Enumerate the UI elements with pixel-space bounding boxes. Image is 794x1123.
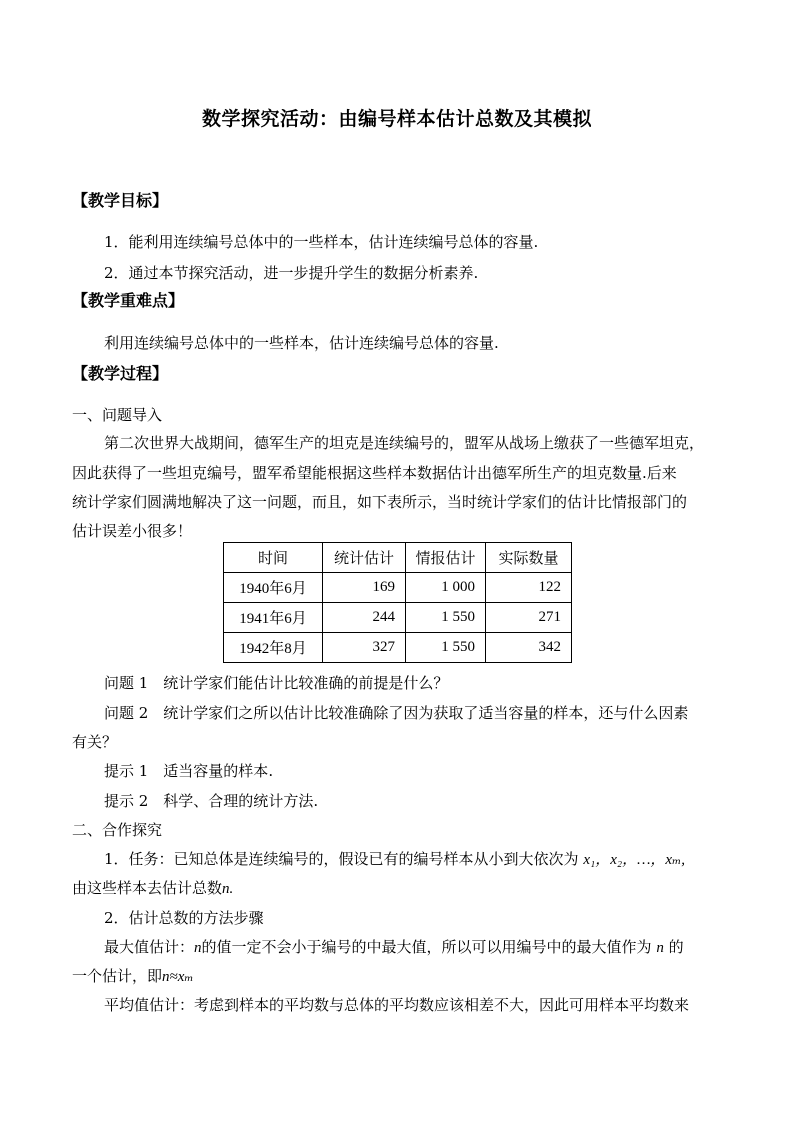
max-estimate-text-2: 一个估计，即 [72,967,163,985]
table-cell: 1941年6月 [224,603,323,633]
table-cell: 1 000 [406,573,486,603]
process-heading: 【教学过程】 [72,364,169,383]
table-row [224,573,572,603]
hint-2: 提示 2 科学、合理的统计方法. [104,792,319,810]
variable-n: n [194,940,202,956]
table-cell: 1 550 [406,603,486,633]
table-row [224,633,572,663]
max-estimate-text: 的值一定不会小于编号的中最大值，所以可以用编号中的最大值作为 [201,938,652,956]
table-cell: 1 550 [406,633,486,663]
table-cell: 169 [323,573,406,603]
table-header-cell: 统计估计 [323,543,406,573]
table-header-row [224,543,572,573]
table-cell: 244 [323,603,406,633]
task-line-1 [104,849,685,870]
intro-paragraph-line-2: 因此获得了一些坦克编号，盟军希望能根据这些样本数据估计出德军所生产的坦克数量.后来 [72,464,677,482]
page-title: 数学探究活动：由编号样本估计总数及其模拟 [201,108,592,130]
goals-heading: 【教学目标】 [72,191,169,210]
variable-n: n. [222,881,234,897]
key-points-heading: 【教学重难点】 [72,291,185,310]
key-points-text: 利用连续编号总体中的一些样本，估计连续编号总体的容量. [104,334,499,352]
question-1: 问题 1 统计学家们能估计比较准确的前提是什么？ [104,674,449,692]
table-header-cell: 时间 [224,543,323,573]
task-text-2: 由这些样本去估计总数 [72,879,223,897]
table-cell: 1940年6月 [224,573,323,603]
table-row [224,603,572,633]
table-header-cell: 实际数量 [486,543,572,573]
task-text: 1．任务：已知总体是连续编号的，假设已有的编号样本从小到大依次为 [104,850,579,868]
table-cell: 122 [486,573,572,603]
intro-paragraph-line-4: 估计误差小很多！ [72,522,193,540]
task-line-2 [72,878,233,899]
max-estimate-text-end: 的 [668,938,684,956]
intro-paragraph-line-3: 统计学家们圆满地解决了这一问题，而且，如下表所示，当时统计学家们的估计比情报部门的 [72,493,688,511]
table-header-cell: 情报估计 [406,543,486,573]
table-cell: 342 [486,633,572,663]
table-cell: 1942年8月 [224,633,323,663]
part2-heading: 二、合作探究 [72,821,163,839]
goal-item-1: 1．能利用连续编号总体中的一些样本，估计连续编号总体的容量. [104,233,539,251]
table-cell: 271 [486,603,572,633]
max-estimate-line-1 [104,937,684,958]
max-estimate-formula: n≈xₘ [162,969,194,985]
intro-paragraph-line-1: 第二次世界大战期间，德军生产的坦克是连续编号的，盟军从战场上缴获了一些德军坦克， [104,434,705,452]
question-2-line-1: 问题 2 统计学家们之所以估计比较准确除了因为获取了适当容量的样本，还与什么因素 [104,704,689,722]
max-estimate-label: 最大值估计： [104,938,195,956]
part1-heading: 一、问题导入 [72,406,163,424]
estimate-table [223,542,572,663]
sample-variables: x₁，x₂，…，xₘ, [583,852,686,868]
hint-1: 提示 1 适当容量的样本. [104,762,274,780]
max-estimate-line-2 [72,966,194,987]
steps-heading: 2．估计总数的方法步骤 [104,909,264,927]
average-estimate-line: 平均值估计：考虑到样本的平均数与总体的平均数应该相差不大，因此可用样本平均数来 [104,996,690,1014]
question-2-line-2: 有关？ [72,733,118,751]
variable-n: n [656,940,664,956]
table-cell: 327 [323,633,406,663]
goal-item-2: 2．通过本节探究活动，进一步提升学生的数据分析素养. [104,264,479,282]
